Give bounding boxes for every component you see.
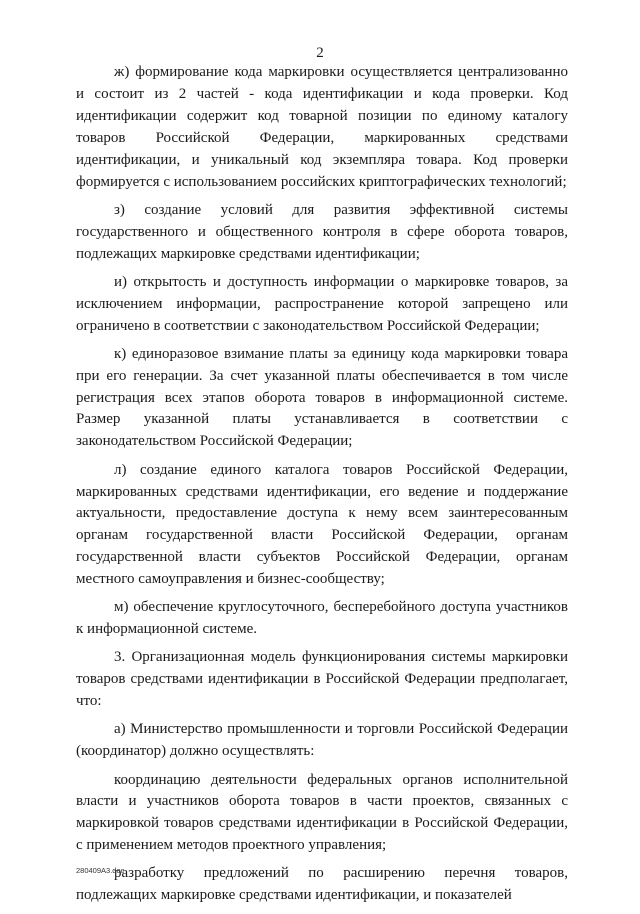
paragraph-item-i: и) открытость и доступность информации о маркировке товаров, за исключением информации, распространение которой запрещено или ограничено в соответствии с законодательством Российской Федерации; <box>76 273 568 334</box>
paragraph-coordination: координацию деятельности федеральных органов исполнительной власти и участников оборота товаров в части проектов, связанных с маркировкой товаров средствами идентификации в Российской Федерации, с применением методов проектного управления; <box>76 771 568 854</box>
footer-filename: 280409А3.doc <box>76 866 125 875</box>
paragraph-item-k: к) единоразовое взимание платы за единицу кода маркировки товара при его генерации. За счет указанной платы обеспечивается в том числе регистрация всех этапов оборота товаров в информационной системе. Размер указанной платы устанавливается в соответствии с законодательством Российской Федерации; <box>76 345 568 450</box>
paragraph-item-zh: ж) формирование кода маркировки осуществляется централизованно и состоит из 2 частей - кода идентификации и кода проверки. Код идентификации содержит код товарной позиции по единому каталогу товаров Российской Федерации, маркированных средствами идентификации, и уникальный код экземпляра товара. Код проверки формируется с использованием российских криптографических технологий; <box>76 64 568 190</box>
paragraph-proposals: разработку предложений по расширению перечня товаров, подлежащих маркировке средствами идентификации, и показателей <box>76 865 568 904</box>
document-body <box>76 62 568 914</box>
paragraph-subitem-a: а) Министерство промышленности и торговли Российской Федерации (координатор) должно осуществлять: <box>76 721 568 760</box>
paragraph-section-3: 3. Организационная модель функционирования системы маркировки товаров средствами идентификации в Российской Федерации предполагает, что: <box>76 649 568 710</box>
paragraph-item-l: л) создание единого каталога товаров Российской Федерации, маркированных средствами идентификации, его ведение и поддержание актуальности, предоставление доступа к нему всем заинтересованным органам государственной власти Российской Федерации, органам государственной власти субъектов Российской Федерации, органам местного самоуправления и бизнес-сообществу; <box>76 461 568 588</box>
page-number: 2 <box>316 45 324 61</box>
paragraph-item-z: з) создание условий для развития эффективной системы государственного и общественного контроля в сфере оборота товаров, подлежащих маркировке средствами идентификации; <box>76 201 568 262</box>
paragraph-item-m: м) обеспечение круглосуточного, бесперебойного доступа участников к информационной системе. <box>76 599 568 638</box>
